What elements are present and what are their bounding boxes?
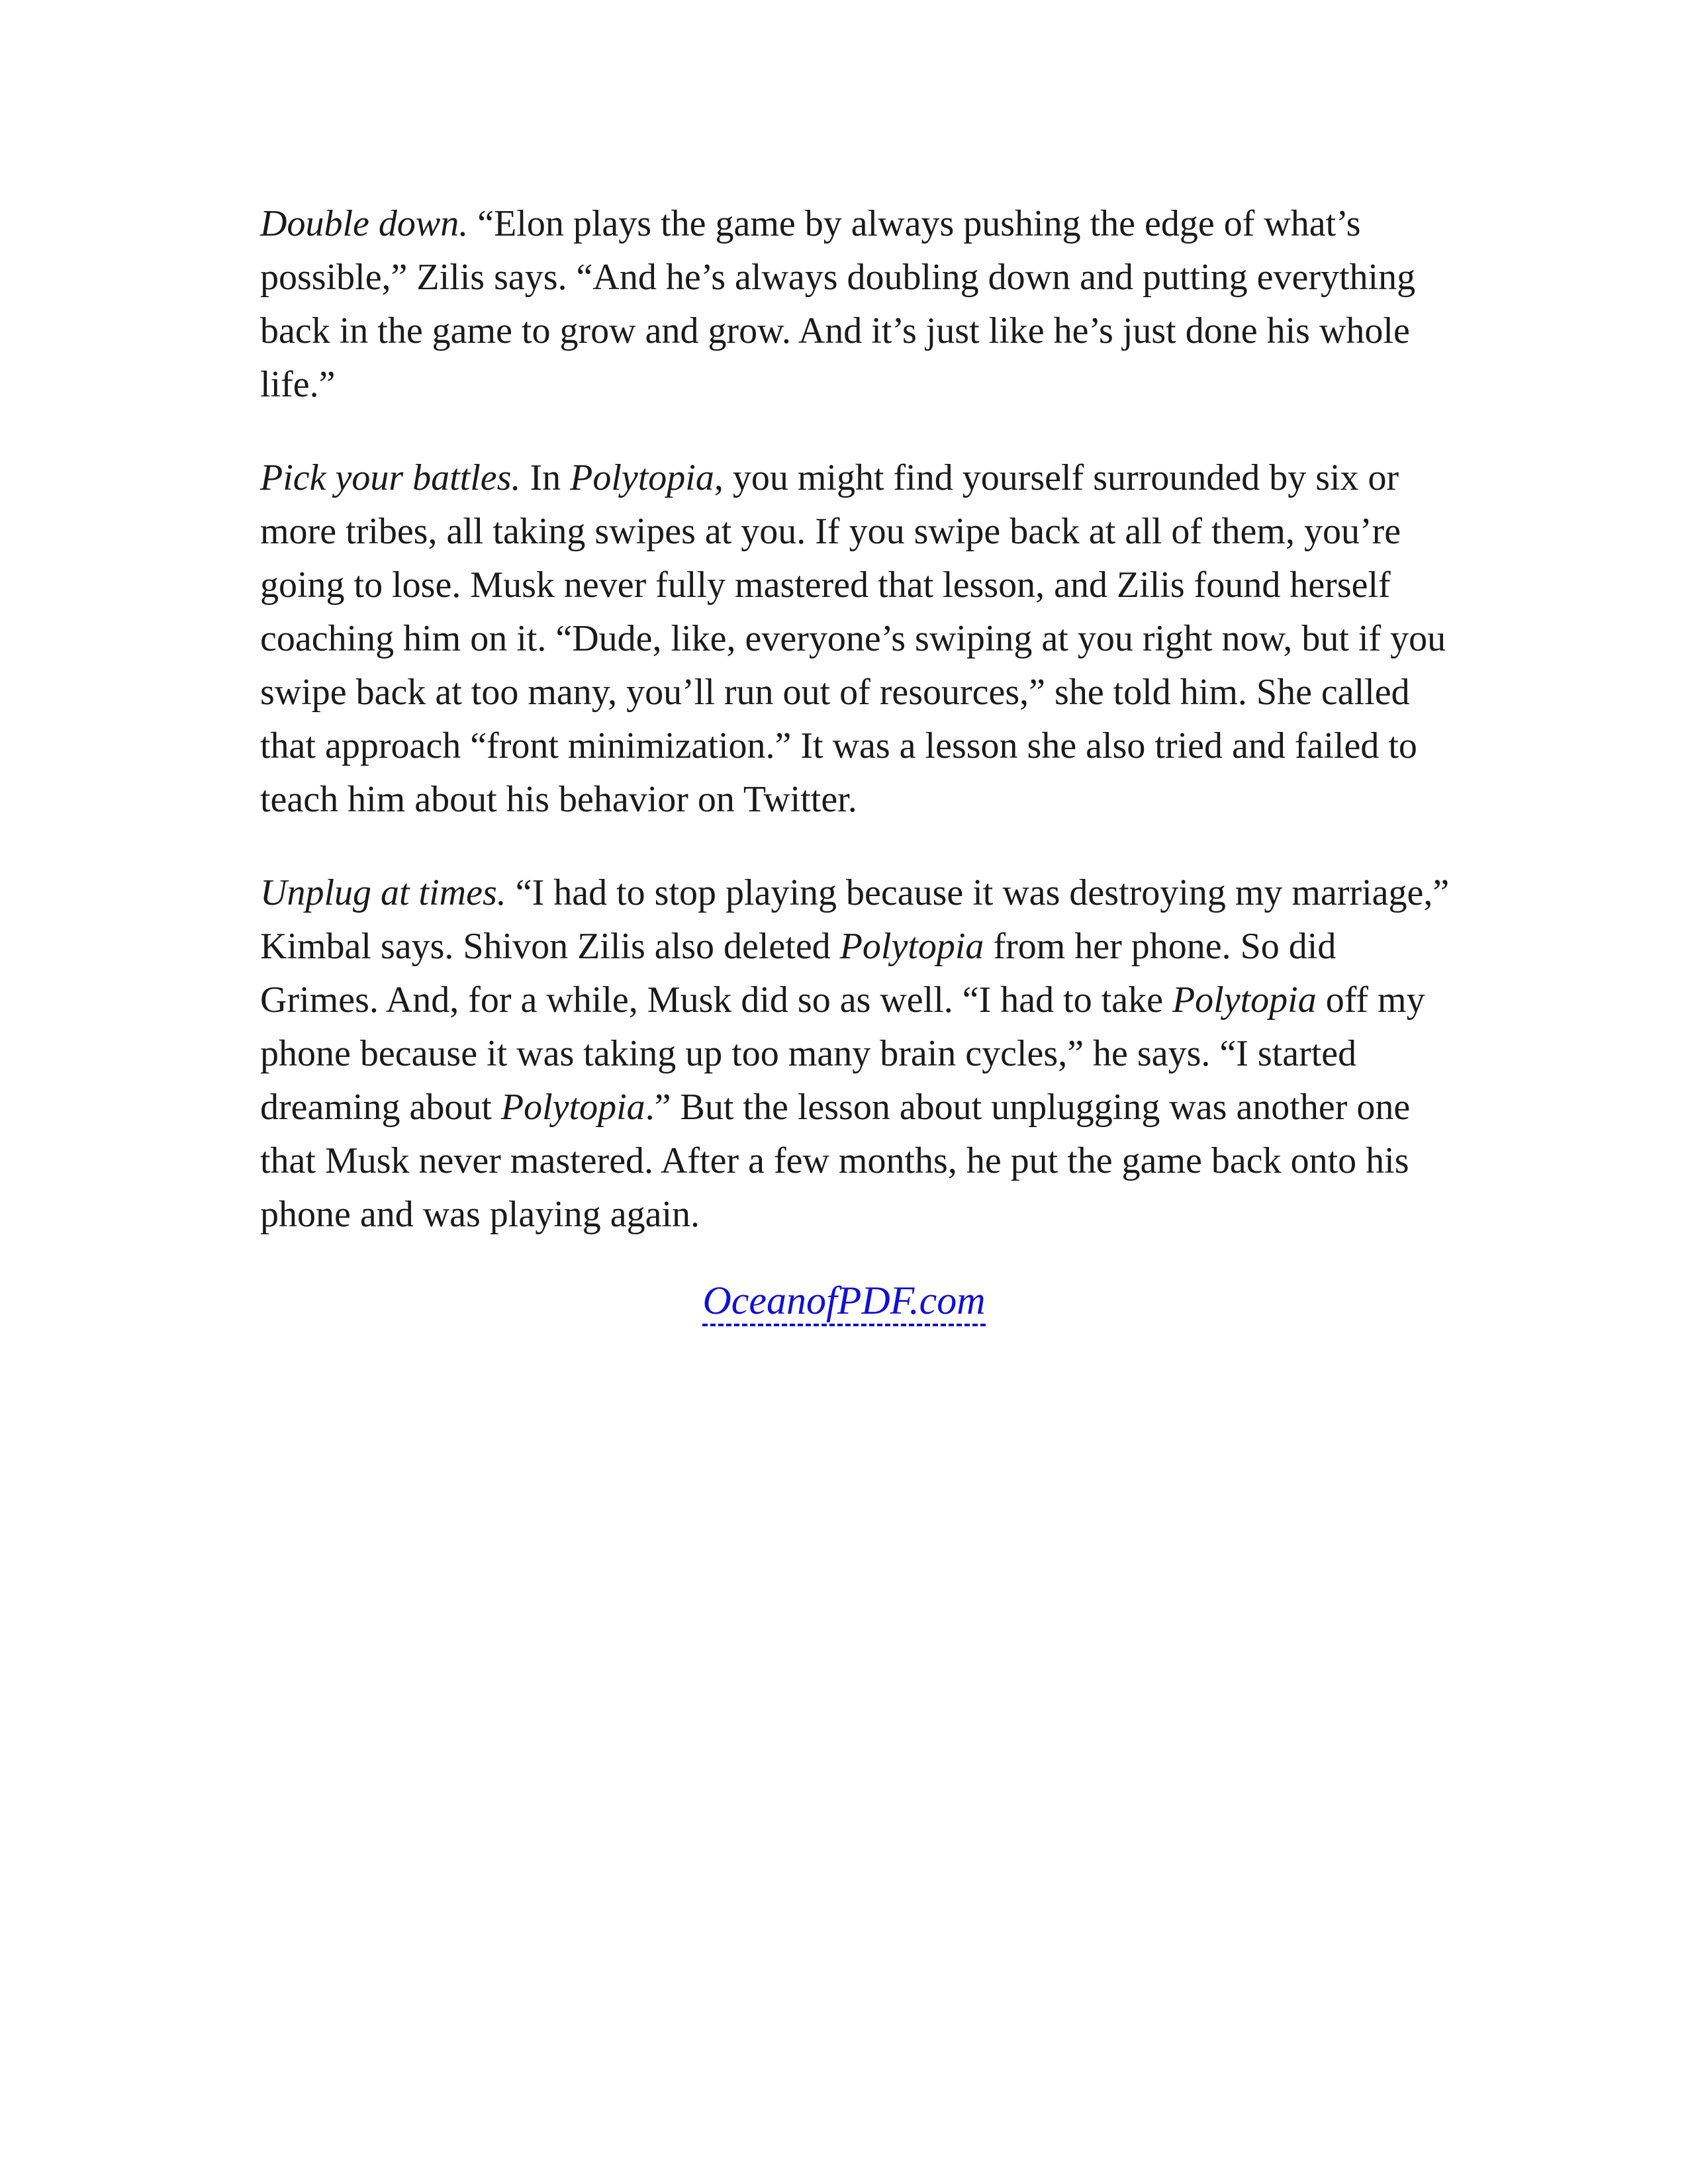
game-title: Polytopia [500, 1087, 645, 1128]
game-title: Polytopia [570, 457, 714, 498]
paragraph-text: from her phone. So did Grimes. And, for a while, Musk did so as well. “I had to take [260, 926, 1336, 1021]
body-text [260, 197, 1452, 1281]
game-title: Polytopia [1172, 979, 1317, 1021]
paragraph-text: In [520, 457, 571, 498]
oceanofpdf-link[interactable]: OceanofPDF.com [702, 1279, 985, 1326]
paragraph-lead: Pick your battles. [260, 457, 521, 498]
paragraph-text: , you might find yourself surrounded by six or more tribes, all taking swipes at you. If you swipe back at all of them, you’re going to lose. Musk never fully mastered that lesson, and Zilis found herself coaching him on it. “Dude, like, everyone’s swiping at you right now, but if you swipe back at too many, you’ll run out of resources,” she told him. She called that approach “front minimization.” It was a lesson she also tried and failed to teach him about his behavior on Twitter. [260, 457, 1446, 820]
paragraph-lead: Double down. [260, 203, 469, 244]
game-title: Polytopia [839, 926, 984, 967]
paragraph-lead: Unplug at times. [260, 872, 506, 913]
paragraph-text: “Elon plays the game by always pushing the edge of what’s possible,” Zilis says. “And he’s always doubling down and putting everything back in the game to grow and grow. And it’s just like he’s just done his whole life.” [260, 203, 1416, 405]
paragraph-pick-your-battles [260, 451, 1452, 827]
paragraph-text: .” But the lesson about unplugging was another one that Musk never mastered. After a few months, he put the game back onto his phone and was playing again. [260, 1087, 1411, 1235]
paragraph-text: “I had to stop playing because it was destroying my marriage,” Kimbal says. Shivon Zilis also deleted [260, 872, 1450, 967]
paragraph-text: off my phone because it was taking up too many brain cycles,” he says. “I started dreaming about [260, 979, 1425, 1128]
paragraph-unplug-at-times [260, 866, 1452, 1242]
paragraph-double-down [260, 197, 1452, 412]
footer [0, 1274, 1688, 1327]
